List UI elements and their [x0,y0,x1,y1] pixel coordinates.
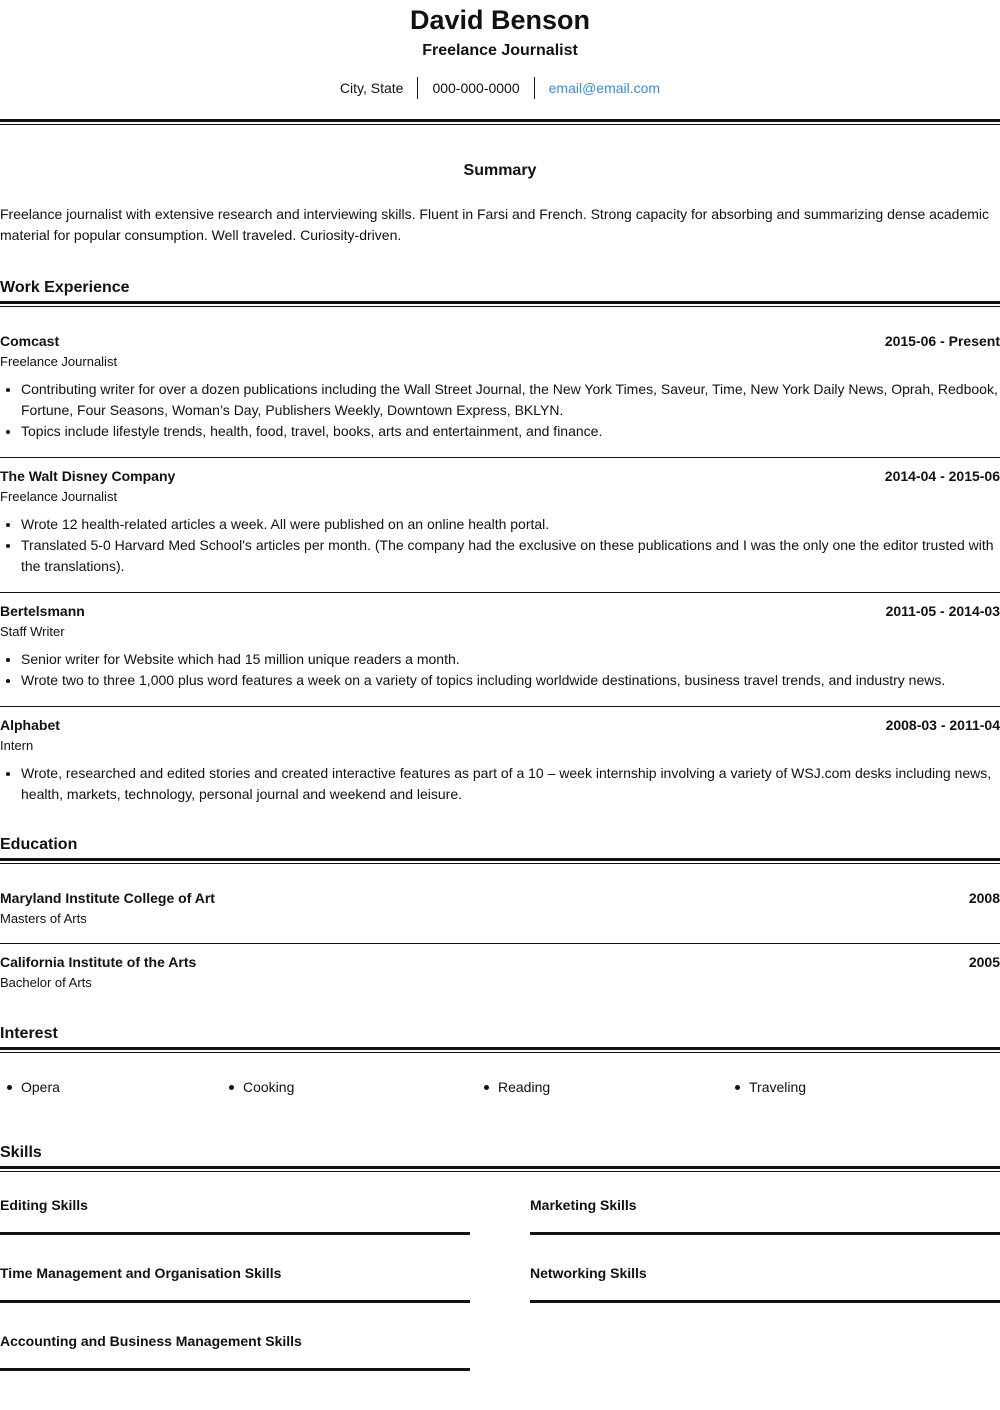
education-year: 2005 [968,954,1000,970]
job-dates: 2008-03 - 2011-04 [885,717,1000,733]
job-company: Bertelsmann [0,603,85,619]
job-bullet: • Contributing writer for over a dozen publications including the Wall Street Journal, the New York Times, Saveur, Time, New York Daily News, Oprah, Redbook, Fortune, Four Seasons, Woman’s Day, Publishers Weekly, Downtown Express, BKLYN. [21,379,1000,421]
candidate-name: David Benson [409,5,591,35]
job-entry [0,466,1000,577]
skill-item [0,1263,470,1303]
skill-item [530,1195,1000,1235]
job-entry [0,331,1000,442]
job-bullets [0,649,1000,691]
summary-heading: Summary [463,162,537,179]
education-degree: Bachelor of Arts [0,975,92,990]
education-year: 2008 [968,890,1000,906]
skill-label: Networking Skills [530,1265,647,1281]
skill-bar [0,1232,470,1235]
interest-item: Cooking [229,1077,294,1097]
job-position: Staff Writer [0,624,65,639]
skill-bar [530,1300,1000,1303]
job-divider [0,706,1000,707]
skill-bar [530,1232,1000,1235]
skill-label: Marketing Skills [530,1197,637,1213]
skill-bar [0,1368,470,1371]
job-position: Freelance Journalist [0,354,118,369]
phone-text: 000-000-0000 [432,80,520,96]
skill-label: Time Management and Organisation Skills [0,1265,282,1281]
job-bullets [0,379,1000,442]
job-bullet: • Translated 5-0 Harvard Med School's articles per month. (The company had the exclusive on these publications and I was the only one the editor trusted with the translations). [21,535,1000,577]
job-bullet: • Wrote two to three 1,000 plus word features a week on a variety of topics including worldwide destinations, business travel trends, and industry news. [21,670,1000,691]
job-position: Freelance Journalist [0,489,118,504]
skill-item [0,1195,470,1235]
candidate-role: Freelance Journalist [422,42,578,59]
skills-heading: Skills [0,1144,42,1161]
education-entry [0,952,1000,992]
education-entry [0,888,1000,928]
header-divider [0,119,1000,125]
job-divider [0,592,1000,593]
job-bullet: • Wrote, researched and edited stories and created interactive features as part of a 10 – week internship involving a variety of WSJ.com desks including news, health, markets, technology, personal journal and weekend and leisure. [21,763,1000,805]
education-school: California Institute of the Arts [0,954,197,970]
job-bullets [0,514,1000,577]
section-divider [0,1047,1000,1053]
resume-header [0,0,1000,98]
skill-bar [0,1300,470,1303]
job-divider [0,457,1000,458]
job-entry [0,601,1000,691]
job-dates: 2014-04 - 2015-06 [884,468,1000,484]
section-divider [0,301,1000,307]
education-heading: Education [0,836,78,853]
interest-item: Reading [484,1077,550,1097]
skill-label: Editing Skills [0,1197,88,1213]
interest-heading: Interest [0,1025,58,1042]
interest-list [0,1077,1000,1097]
job-company: Alphabet [0,717,60,733]
job-position: Intern [0,738,34,753]
skill-label: Accounting and Business Management Skills [0,1333,302,1349]
location-text: City, State [339,80,404,96]
education-school: Maryland Institute College of Art [0,890,215,906]
summary-text: Freelance journalist with extensive research and interviewing skills. Fluent in Farsi and French. Strong capacity for absorbing and summarizing dense academic material for popular consumption. Well traveled. Curiosity-driven. [0,206,990,243]
job-company: The Walt Disney Company [0,468,176,484]
section-divider [0,858,1000,864]
job-entry [0,715,1000,805]
education-divider [0,943,1000,944]
skill-item [530,1263,1000,1303]
job-company: Comcast [0,333,60,349]
skills-grid [0,1172,1000,1372]
job-bullet: • Senior writer for Website which had 15 million unique readers a month. [21,649,1000,670]
interest-item: Opera [7,1077,60,1097]
job-dates: 2011-05 - 2014-03 [885,603,1000,619]
skill-item [0,1331,470,1371]
job-bullet: • Topics include lifestyle trends, health, food, travel, books, arts and entertainment, and finance. [21,421,1000,442]
job-bullet: • Wrote 12 health-related articles a week. All were published on an online health portal. [21,514,1000,535]
education-degree: Masters of Arts [0,911,87,926]
work-experience-heading: Work Experience [0,279,130,296]
contact-line [0,78,1000,98]
email-link[interactable]: email@email.com [548,80,661,96]
job-bullets [0,763,1000,805]
interest-item: Traveling [735,1077,806,1097]
job-dates: 2015-06 - Present [884,333,1000,349]
